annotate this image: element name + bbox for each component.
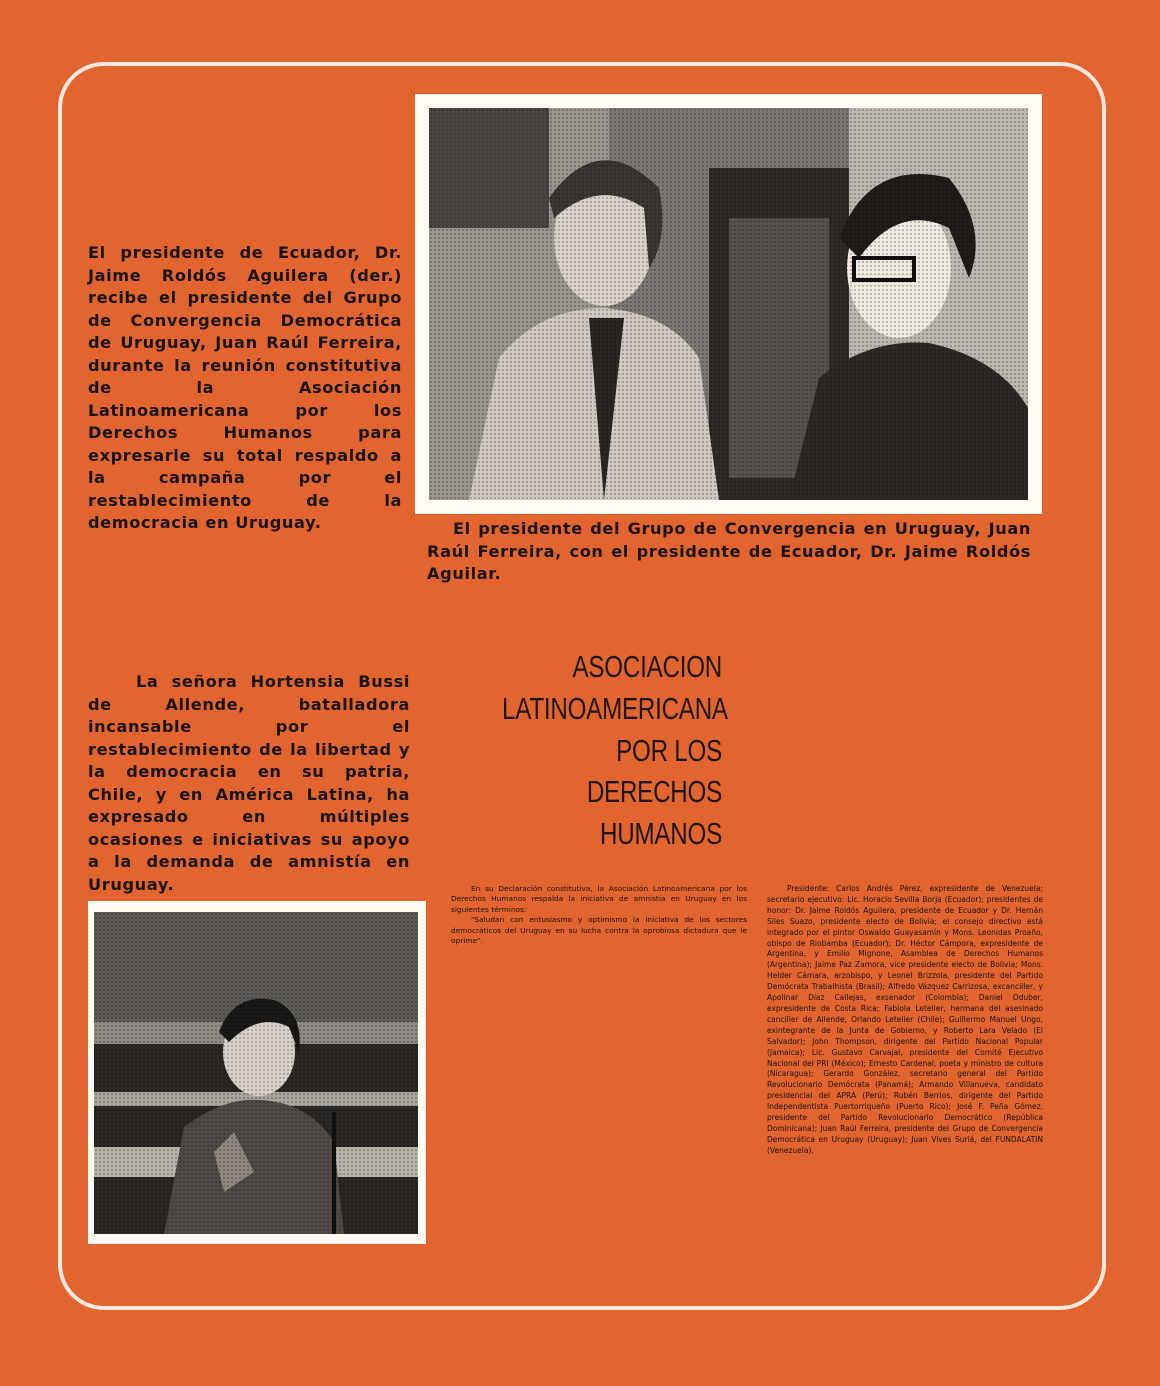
photo-image: [94, 912, 418, 1234]
photo-image: [429, 108, 1028, 500]
headline-line: POR LOS: [616, 732, 722, 768]
photo-ecuador-subcaption: El presidente del Grupo de Convergencia en Uruguay, Juan Raúl Ferreira, con el presidente de Ecuador, Dr. Jaime Roldós Aguilar.: [427, 519, 1031, 583]
photo-ecuador-caption: El presidente de Ecuador, Dr. Jaime Roldós Aguilera (der.) recibe el presidente del Grupo de Convergencia Democrática de Uruguay, Juan Raúl Ferreira, durante la reunión constitutiva de la Asociación Latinoamericana por los Derechos Humanos para expresarle su total respaldo a la campaña por el restablecimiento de la democracia en Uruguay.: [88, 243, 402, 532]
headline-line: DERECHOS: [586, 774, 722, 810]
declaration-column: [451, 884, 747, 946]
photo-hortensia-allende: [88, 901, 426, 1244]
declaration-quote: "Saludan con entusiasmo y optimismo la iniciativa de los sectores democráticos del Uruguay en su lucha contra la oprobiosa dictadura que le oprime".: [451, 915, 747, 946]
headline-line: ASOCIACION: [572, 649, 722, 684]
headline-line: HUMANOS: [600, 816, 722, 852]
photo-allende-caption: La señora Hortensia Bussi de Allende, batalladora incansable por el restablecimiento de la libertad y la democracia en su patria, Chile, y en América Latina, ha expresado en múltiples ocasiones e iniciativas su apoyo a la demanda de amnistía en Uruguay.: [88, 672, 410, 894]
members-list: Presidente: Carlos Andrés Pérez, expresidente de Venezuela; secretario ejecutivo: Lic. Horacio Sevilla Borja (Ecuador); presidentes de honor: Dr. Jaime Roldós Aguilera, presidente de Ecuador y Dr. Hernán Siles Suazo, presidente electo de Bolivia; el consejo directivo está integrado por el pintor Oswaldo Guayasamín y Mons. Leonidas Proaño, obispo de Riobamba (Ecuador); Dr. Héctor Cámpora, expresidente de Argentina, y Emilio Mignone, Asamblea de Derechos Humanos (Argentina); Jaime Paz Zamora, vice presidente electo de Bolivia; Mons. Helder Cámara, arzobispo, y Leonel Brizzola, presidente del Partido Demócrata Trabalhista (Brasil); Alfredo Vázquez Carrizosa, excanciller, y Apolinar Díaz Callejas, exsenador (Colombia); Daniel Oduber, expresidente de Costa Rica; Fabiola Letelier, hermana del asesinado canciller de Allende, Orlando Letelier (Chile); Guillermo Manuel Ungo, exintegrante de la Junta de Gobierno, y Roberto Lara Velado (El Salvador); John Thompson, dirigente del Partido Nacional Popular (Jamaica); Lic. Gustavo Carvajal, presidente del Comité Ejecutivo Nacional del PRI (México); Ernesto Cardenal, poeta y ministro de cultura (Nicaragua); Gerardo González, secretario general del Partido Revolucionario Demócrata (Panamá); Armando Villanueva, candidato presidencial del APRA (Perú); Rubén Berrios, dirigente del Partido Independentista Puertorriqueño (Puerto Rico); José F. Peña Gómez, presidente del Partido Revolucionario Democrático (República Dominicana); Juan Raúl Ferreira, presidente del Grupo de Convergencia Democrática en Uruguay (Uruguay); Juan Vives Suriá, del FUNDALATIN (Venezuela).: [767, 884, 1043, 1155]
photo-ecuador-meeting: [415, 94, 1042, 514]
article-headline: [502, 646, 728, 855]
declaration-intro: En su Declaración constitutiva, la Asociación Latinoamericana por los Derechos Humanos respalda la iniciativa de amnistía en Uruguay en los siguientes términos:: [451, 884, 747, 914]
headline-line: LATINOAMERICANA: [502, 690, 728, 726]
